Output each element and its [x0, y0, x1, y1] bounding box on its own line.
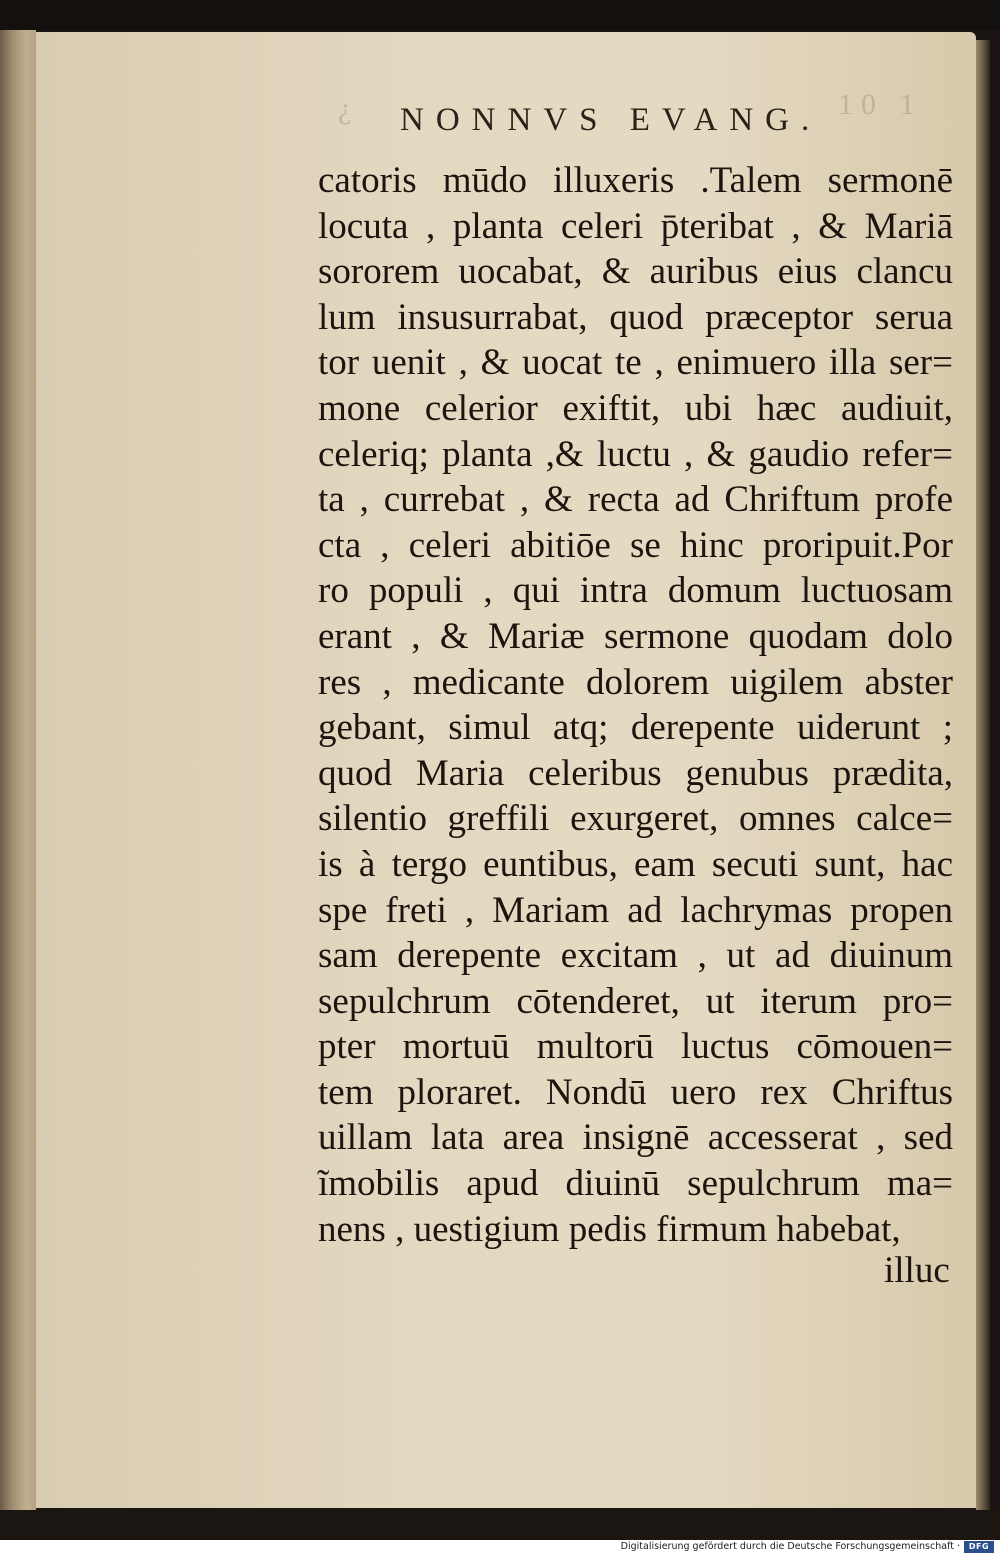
- body-text: [318, 158, 953, 1252]
- text-line: cta , celeri abitiōe se hinc proripuit.Por: [318, 524, 953, 566]
- text-line: lum insusurrabat, quod præceptor serua: [318, 296, 953, 338]
- text-line: uillam lata area insignē accesserat , sed: [318, 1117, 953, 1159]
- show-through-mark-right: 10 1: [838, 88, 923, 121]
- text-line: locuta , planta celeri p̄teribat , & Mariā: [318, 205, 953, 247]
- page-fore-edge: [976, 40, 990, 1510]
- scan-bottom-border: [0, 1510, 1000, 1540]
- text-line: erant , & Mariæ sermone quodam dolo: [318, 615, 953, 657]
- text-line: mone celerior exiftit, ubi hæc audiuit,: [318, 387, 953, 429]
- text-line: gebant, simul atq; derepente uiderunt ;: [318, 707, 953, 749]
- book-spine-edge: [0, 30, 36, 1512]
- text-line: ĩmobilis apud diuinū sepulchrum ma=: [318, 1163, 953, 1205]
- scan-top-border: [0, 0, 1000, 30]
- running-head: NONNVS EVANG.: [400, 102, 822, 138]
- text-line: res , medicante dolorem uigilem abster: [318, 661, 953, 703]
- text-line: quod Maria celeribus genubus prædita,: [318, 752, 953, 794]
- text-line: catoris mūdo illuxeris .Talem sermonē: [318, 160, 953, 201]
- footer-credit: Digitalisierung gefördert durch die Deutsche Forschungsgemeinschaft ·: [620, 1541, 960, 1552]
- text-line: pter mortuū multorū luctus cōmouen=: [318, 1026, 953, 1068]
- text-line: ro populi , qui intra domum luctuosam: [318, 570, 953, 612]
- text-line: sam derepente excitam , ut ad diuinum: [318, 935, 953, 977]
- dfg-logo: DFG: [964, 1541, 994, 1553]
- text-line: tor uenit , & uocat te , enimuero illa ser=: [318, 342, 953, 384]
- text-line: sepulchrum cōtenderet, ut iterum pro=: [318, 980, 953, 1022]
- text-line: ta , currebat , & recta ad Chriftum profe: [318, 479, 953, 521]
- catchword: illuc: [884, 1250, 950, 1291]
- text-line: silentio greffili exurgeret, omnes calce=: [318, 798, 953, 840]
- text-line: is à tergo euntibus, eam secuti sunt, hac: [318, 843, 953, 885]
- show-through-mark-left: ¿: [338, 92, 352, 125]
- text-line: tem ploraret. Nondū uero rex Chriftus: [318, 1071, 953, 1113]
- text-line: spe freti , Mariam ad lachrymas propen: [318, 889, 953, 931]
- text-line: nens , uestigium pedis firmum habebat,: [318, 1208, 901, 1250]
- text-line: celeriq; planta ,& luctu , & gaudio refer=: [318, 433, 953, 475]
- text-line: sororem uocabat, & auribus eius clancu: [318, 251, 953, 293]
